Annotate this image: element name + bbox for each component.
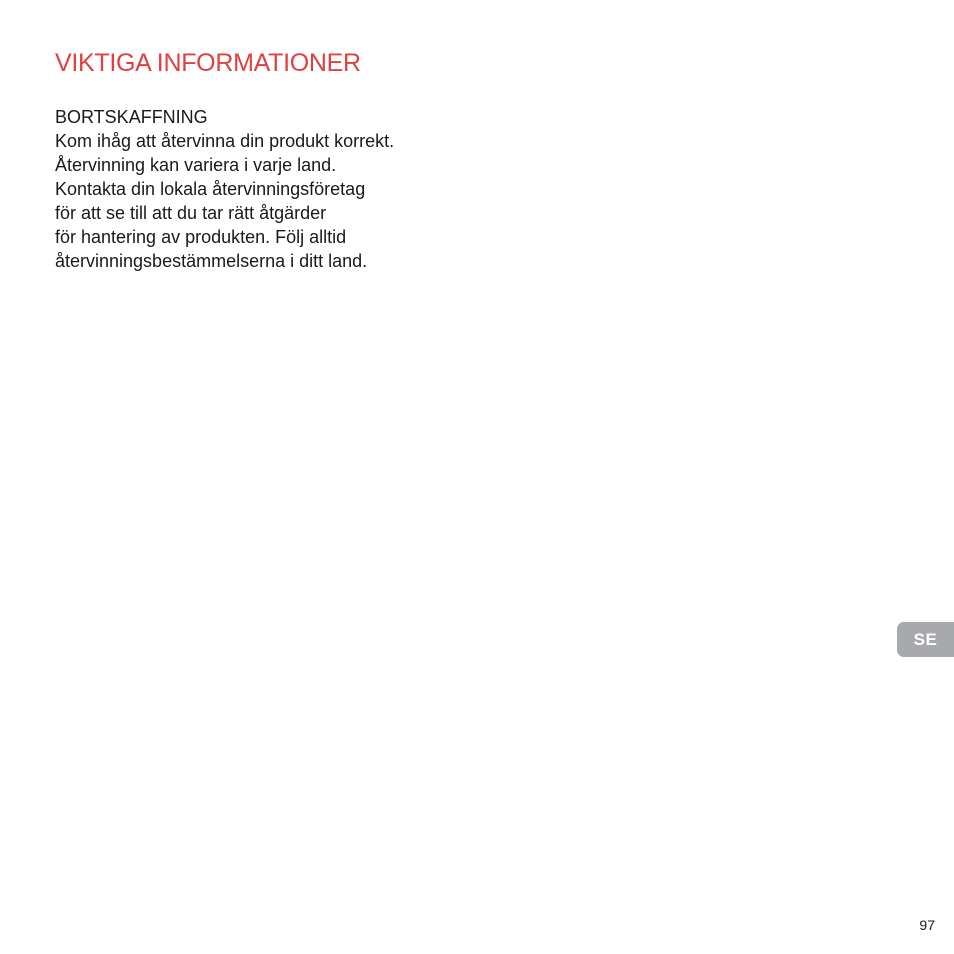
body-line: för hantering av produkten. Följ alltid <box>55 227 347 247</box>
body-line: Kontakta din lokala återvinningsföretag <box>55 179 366 199</box>
section-body <box>55 129 475 273</box>
section-heading: BORTSKAFFNING <box>55 107 208 127</box>
body-line: Kom ihåg att återvinna din produkt korrekt. <box>55 131 395 151</box>
language-tab <box>897 622 954 657</box>
body-line: återvinningsbestämmelserna i ditt land. <box>55 251 368 271</box>
page-title: VIKTIGA INFORMATIONER <box>55 49 361 77</box>
language-tab-label: SE <box>913 629 938 649</box>
body-line: Återvinning kan variera i varje land. <box>55 155 337 175</box>
body-line: för att se till att du tar rätt åtgärder <box>55 203 327 223</box>
disposal-section <box>55 106 475 273</box>
page-number: 97 <box>919 917 935 933</box>
